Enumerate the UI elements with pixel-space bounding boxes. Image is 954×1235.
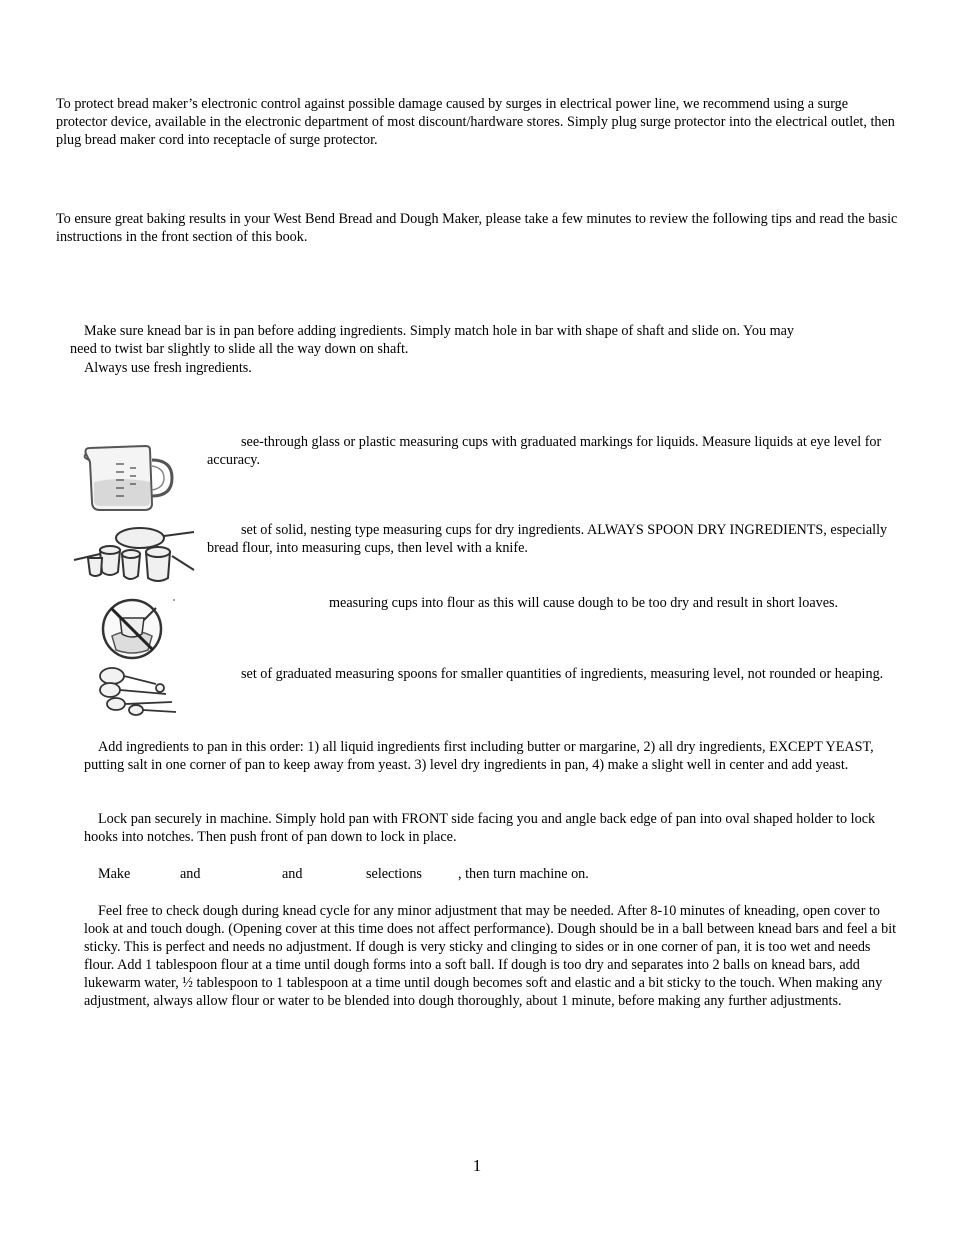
select-word-make: Make: [98, 866, 131, 882]
select-word-and-2: and: [282, 866, 303, 882]
check-dough-step: Feel free to check dough during knead cycle for any minor adjustment that may be needed. After 8-10 minutes of kneading, open cover to look at and touch dough. (Opening cover at this time does not affect performance). Dough should be in a ball between knead bars and feel a bit sticky. This is perfect and needs no adjustment. If dough is very sticky and clinging to sides or in one corner of pan, it is too wet and needs flour. Add 1 tablespoon flour at a time until dough forms into a soft ball. If dough is too dry and separates into 2 balls on knead bars, add lukewarm water, ½ tablespoon to 1 tablespoon at a time until dough becomes soft and elastic and a bit sticky to the touch. When making any adjustment, always allow flour or water to be blended into dough thoroughly, about 1 minute, before making any further adjustments.: [84, 903, 897, 1009]
intro-paragraph: To ensure great baking results in your West Bend Bread and Dough Maker, please take a few minutes to review the following tips and read the basic instructions in the front section of this book.: [56, 211, 898, 245]
select-word-turn-on: , then turn machine on.: [458, 866, 589, 882]
select-word-selections: selections: [366, 866, 422, 882]
dry-measuring-text: set of solid, nesting type measuring cups for dry ingredients. ALWAYS SPOON DRY INGREDIENTS, especially bread flour, into measuring cups, then level with a knife.: [207, 522, 888, 556]
surge-protector-paragraph: To protect bread maker’s electronic control against possible damage caused by surges in electrical power line, we recommend using a surge protector device, available in the electronic department of most discount/hardware stores. Simply plug surge protector into the electrical outlet, then plug bread maker cord into receptacle of surge protector.: [56, 96, 895, 148]
no-scooping-icon: [96, 596, 176, 662]
no-scoop-text: measuring cups into flour as this will cause dough to be too dry and result in short loaves.: [329, 595, 839, 611]
add-ingredients-step: Add ingredients to pan in this order: 1) all liquid ingredients first including butter or margarine, 2) all dry ingredients, EXCEPT YEAST, putting salt in one corner of pan to keep away from yeast. 3) level dry ingredients in pan, 4) make a slight well in center and add yeast.: [84, 739, 874, 773]
spoons-measuring-text: set of graduated measuring spoons for smaller quantities of ingredients, measuring level, not rounded or heaping.: [241, 666, 884, 682]
liquid-measuring-text: see-through glass or plastic measuring cups with graduated markings for liquids. Measure liquids at eye level for accuracy.: [207, 434, 882, 468]
lock-pan-step: Lock pan securely in machine. Simply hold pan with FRONT side facing you and angle back edge of pan into oval shaped holder to lock hooks into notches. Then push front of pan down to lock in place.: [84, 811, 876, 845]
nesting-measuring-cups-icon: [70, 520, 196, 592]
select-word-and-1: and: [180, 866, 201, 882]
knead-bar-tip-line2: need to twist bar slightly to slide all the way down on shaft.: [70, 341, 409, 357]
fresh-ingredients-tip: Always use fresh ingredients.: [84, 360, 252, 376]
knead-bar-tip-line1: Make sure knead bar is in pan before adding ingredients. Simply match hole in bar with shape of shaft and slide on. You may: [84, 323, 795, 339]
liquid-measuring-cup-icon: [80, 442, 176, 514]
measuring-spoons-icon: [96, 664, 180, 720]
page-number: 1: [472, 1156, 482, 1175]
